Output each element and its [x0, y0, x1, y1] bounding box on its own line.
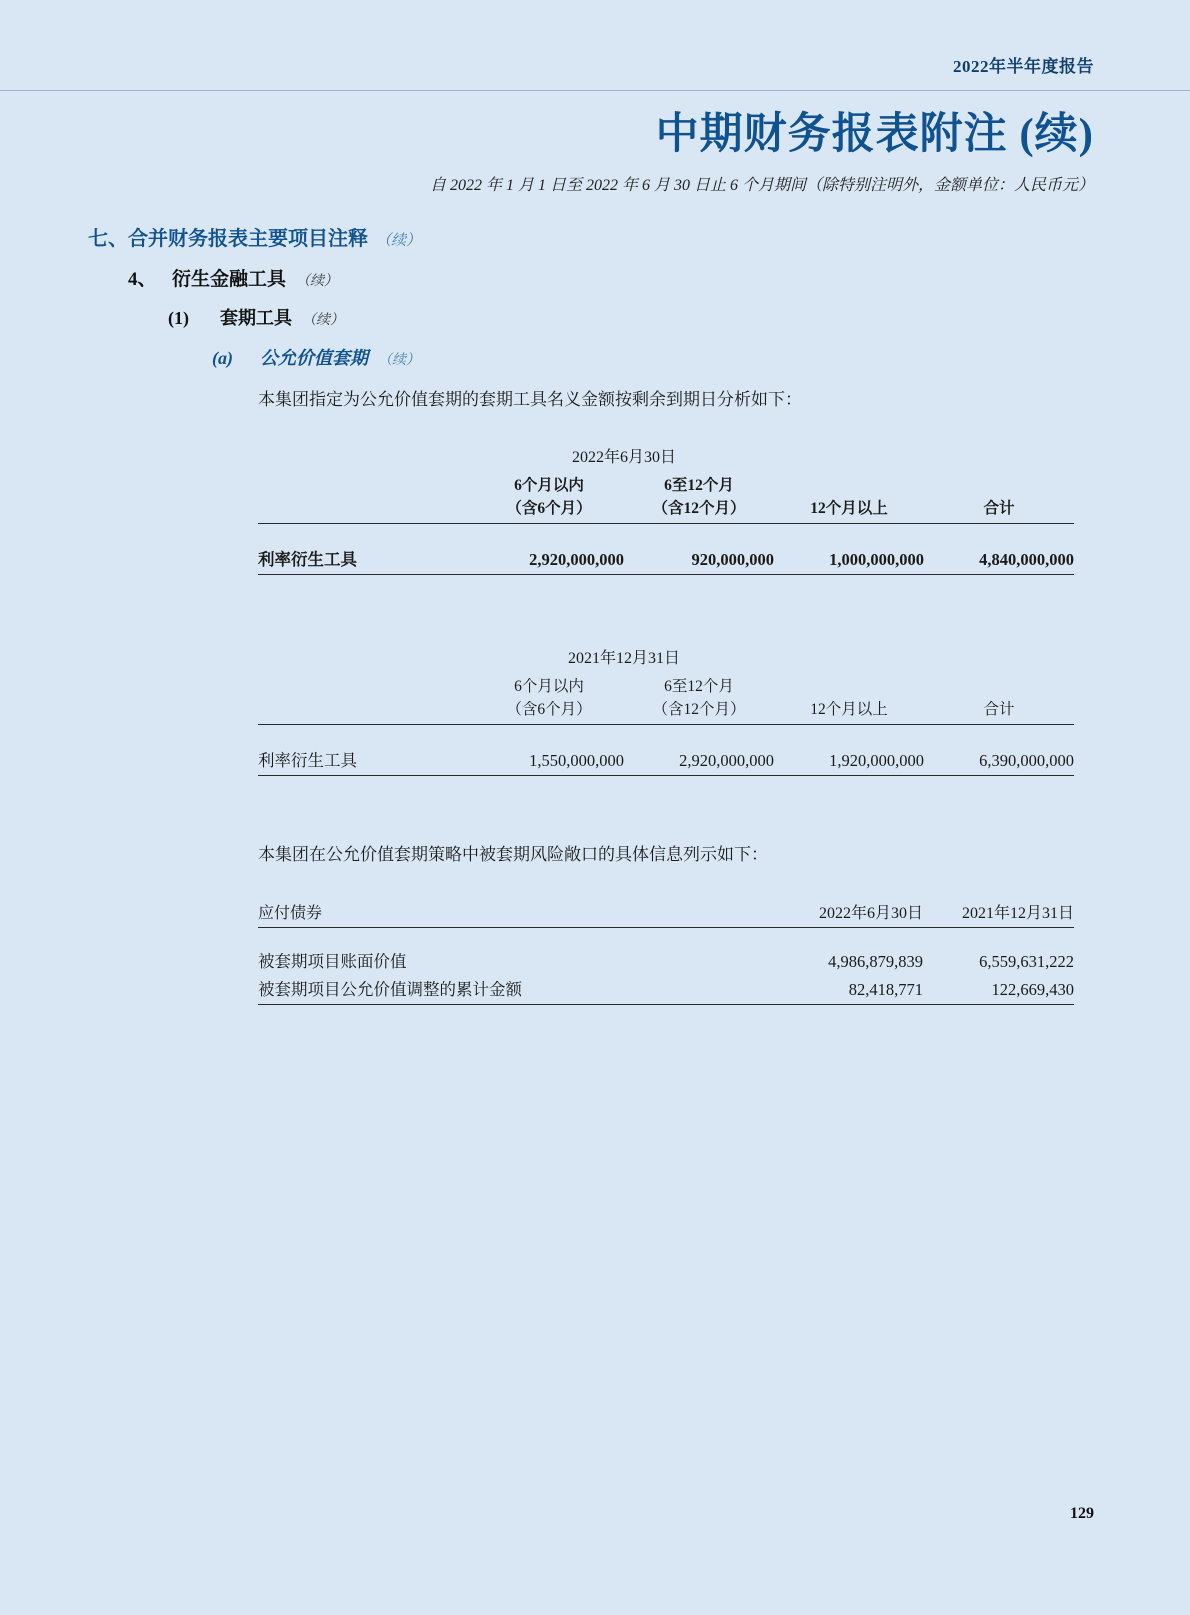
running-header: 2022年半年度报告: [953, 57, 1094, 76]
table-row: [258, 540, 1074, 570]
page-title: 中期财务报表附注 (续): [655, 111, 1094, 158]
column-header: （含12个月）: [652, 701, 746, 718]
column-header: 合计: [983, 701, 1015, 718]
table-cell: 4,840,000,000: [979, 550, 1074, 569]
table-spacer: [258, 524, 1074, 541]
section-heading-1-continued: （续）: [376, 233, 422, 249]
column-header: 2021年12月31日: [961, 905, 1074, 922]
table-cell: 2,920,000,000: [679, 751, 774, 770]
table-rule: [258, 570, 1074, 575]
table-spacer: [258, 725, 1074, 742]
page-number: 129: [1070, 1505, 1094, 1522]
column-header: 6至12个月: [664, 678, 734, 695]
table-cell: 6,559,631,222: [979, 952, 1074, 971]
section-heading-1: [88, 222, 421, 251]
table-row: [258, 972, 1074, 1000]
table-row: [258, 944, 1074, 972]
column-header: [924, 674, 1074, 697]
page-subtitle: 自 2022 年 1 月 1 日至 2022 年 6 月 30 日止 6 个月期间（除特别注明外，金额单位：人民币元）: [429, 177, 1094, 194]
table-cell: 6,390,000,000: [979, 751, 1074, 770]
section-heading-4: [212, 344, 420, 370]
table-row: [258, 697, 1074, 720]
table-notional-2022: [258, 444, 1074, 575]
table-cell: 920,000,000: [691, 550, 774, 569]
table-cell: 1,000,000,000: [829, 550, 924, 569]
column-header: 合计: [983, 500, 1015, 517]
table-row: [258, 893, 1074, 923]
section-heading-4-text: 公允价值套期: [260, 348, 368, 368]
table-row: [258, 674, 1074, 697]
table-notional-2021: [258, 645, 1074, 776]
section-heading-3-text: 套期工具: [220, 308, 292, 328]
section-heading-2-number: 4、: [128, 269, 157, 290]
column-group-header: 2022年6月30日: [571, 449, 676, 466]
column-header: [924, 473, 1074, 496]
row-label: 被套期项目公允价值调整的累计金额: [258, 980, 522, 999]
paragraph-intro-maturity: 本集团指定为公允价值套期的套期工具名义金额按剩余到期日分析如下：: [258, 390, 802, 409]
column-header: 6个月以内: [514, 678, 584, 695]
section-heading-2-continued: （续）: [296, 274, 339, 289]
table-cell: 2,920,000,000: [529, 550, 624, 569]
paragraph-intro-hedged-exposure: 本集团在公允价值套期策略中被套期风险敞口的具体信息列示如下：: [258, 845, 768, 864]
section-heading-2: [128, 264, 338, 291]
section-heading-3-number: (1): [168, 308, 189, 328]
row-header: 应付债券: [258, 905, 323, 922]
section-heading-3: [168, 304, 344, 330]
table-cell: 122,669,430: [991, 980, 1074, 999]
row-label: 被套期项目账面价值: [258, 952, 407, 971]
row-label: 利率衍生工具: [258, 751, 357, 770]
column-header: [774, 473, 924, 496]
column-header: （含6个月）: [506, 500, 592, 517]
column-header: 6至12个月: [664, 477, 734, 494]
column-header: 6个月以内: [514, 477, 584, 494]
table-row: [258, 496, 1074, 519]
header-divider: [0, 90, 1190, 91]
column-header: （含6个月）: [506, 701, 592, 718]
section-heading-1-text: 七、合并财务报表主要项目注释: [88, 228, 368, 250]
column-group-header: 2021年12月31日: [567, 650, 680, 667]
table-cell: 1,550,000,000: [529, 751, 624, 770]
column-header: 12个月以上: [810, 701, 888, 718]
table-hedged-exposure: [258, 893, 1074, 1005]
table-cell: 4,986,879,839: [828, 952, 923, 971]
table-cell: 82,418,771: [848, 980, 923, 999]
row-label: 利率衍生工具: [258, 550, 357, 569]
column-header: [774, 674, 924, 697]
table-row: [258, 741, 1074, 771]
section-heading-4-continued: （续）: [378, 353, 420, 368]
column-header: 2022年6月30日: [818, 905, 923, 922]
table-row: [258, 473, 1074, 496]
table-cell: 1,920,000,000: [829, 751, 924, 770]
section-heading-3-continued: （续）: [302, 313, 344, 328]
table-row: [258, 645, 1074, 674]
column-header: （含12个月）: [652, 500, 746, 517]
section-heading-2-text: 衍生金融工具: [172, 269, 287, 290]
table-rule: [258, 771, 1074, 776]
table-spacer: [258, 928, 1074, 945]
table-row: [258, 444, 1074, 473]
table-rule: [258, 1000, 1074, 1005]
section-heading-4-number: (a): [212, 348, 233, 368]
column-header: 12个月以上: [810, 500, 888, 517]
